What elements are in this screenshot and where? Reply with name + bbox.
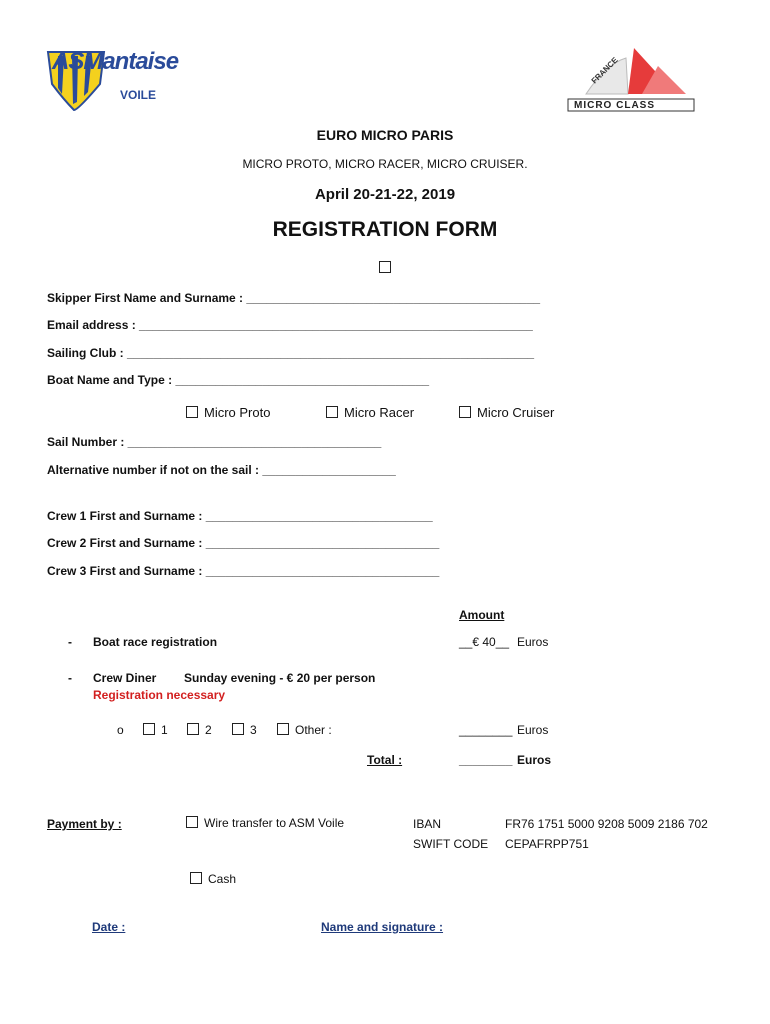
diner-detail: Sunday evening - € 20 per person — [184, 671, 376, 685]
swift-label: SWIFT CODE — [413, 837, 489, 851]
checkbox-icon[interactable] — [143, 723, 155, 735]
diner-option-2[interactable]: 2 — [187, 723, 212, 737]
checkbox-icon[interactable] — [232, 723, 244, 735]
micro-class-text: MICRO CLASS — [574, 100, 655, 111]
asm-logo-text: ASMantaise — [52, 48, 179, 75]
event-dates: April 20-21-22, 2019 — [314, 186, 456, 203]
race-amount: __€ 40__ — [459, 635, 510, 649]
total-euros: Euros — [517, 753, 552, 767]
title-checkbox[interactable] — [379, 259, 397, 277]
checkbox-icon[interactable] — [326, 406, 338, 418]
diner-euros: Euros — [517, 723, 549, 737]
date-label: Date : — [92, 920, 126, 934]
payment-label: Payment by : — [47, 817, 122, 831]
option-micro-cruiser[interactable]: Micro Cruiser — [459, 405, 554, 420]
form-title: REGISTRATION FORM — [272, 218, 498, 241]
swift-value: CEPAFRPP751 — [505, 837, 589, 851]
iban-label: IBAN — [413, 817, 442, 831]
crew3-field[interactable]: Crew 3 First and Surname : ___________________________________ — [47, 564, 440, 578]
checkbox-icon[interactable] — [459, 406, 471, 418]
checkbox-icon[interactable] — [186, 406, 198, 418]
asm-logo-sub: VOILE — [120, 88, 157, 102]
checkbox-icon[interactable] — [190, 872, 202, 884]
boat-field[interactable]: Boat Name and Type : ______________________________________ — [47, 373, 430, 387]
option-micro-proto[interactable]: Micro Proto — [186, 405, 270, 420]
race-dash: - — [68, 635, 72, 649]
diner-dash: - — [68, 671, 72, 685]
amount-header: Amount — [459, 608, 505, 622]
diner-bullet: o — [117, 723, 124, 737]
iban-value: FR76 1751 5000 9208 5009 2186 702 — [505, 817, 708, 831]
option-micro-racer[interactable]: Micro Racer — [326, 405, 414, 420]
diner-note: Registration necessary — [93, 688, 226, 702]
signature-label: Name and signature : — [321, 920, 444, 934]
checkbox-icon[interactable] — [187, 723, 199, 735]
skipper-field[interactable]: Skipper First Name and Surname : ____________________________________________ — [47, 291, 541, 305]
asm-logo — [44, 44, 194, 114]
event-title: EURO MICRO PARIS — [316, 127, 454, 143]
email-field[interactable]: Email address : ___________________________________________________________ — [47, 318, 533, 332]
checkbox-icon[interactable] — [186, 816, 198, 828]
micro-class-logo — [566, 44, 706, 116]
club-field[interactable]: Sailing Club : _____________________________________________________________ — [47, 346, 535, 360]
total-amount[interactable]: ________ — [459, 753, 513, 767]
sail-number-field[interactable]: Sail Number : ______________________________________ — [47, 435, 382, 449]
crew1-field[interactable]: Crew 1 First and Surname : __________________________________ — [47, 509, 433, 523]
micro-class-badge: FRANCE — [589, 55, 620, 86]
total-label: Total : — [367, 753, 403, 767]
diner-amount[interactable]: ________ — [459, 723, 513, 737]
payment-wire-option[interactable]: Wire transfer to ASM Voile — [186, 816, 344, 830]
payment-cash-option[interactable]: Cash — [190, 872, 236, 886]
diner-label: Crew Diner — [93, 671, 157, 685]
diner-option-1[interactable]: 1 — [143, 723, 168, 737]
race-label: Boat race registration — [93, 635, 218, 649]
alt-number-field[interactable]: Alternative number if not on the sail : ____________________ — [47, 463, 396, 477]
event-classes: MICRO PROTO, MICRO RACER, MICRO CRUISER. — [242, 157, 528, 171]
diner-option-3[interactable]: 3 — [232, 723, 257, 737]
diner-option-other[interactable]: Other : — [277, 723, 332, 737]
crew2-field[interactable]: Crew 2 First and Surname : ___________________________________ — [47, 536, 440, 550]
checkbox-icon[interactable] — [277, 723, 289, 735]
race-euros: Euros — [517, 635, 549, 649]
